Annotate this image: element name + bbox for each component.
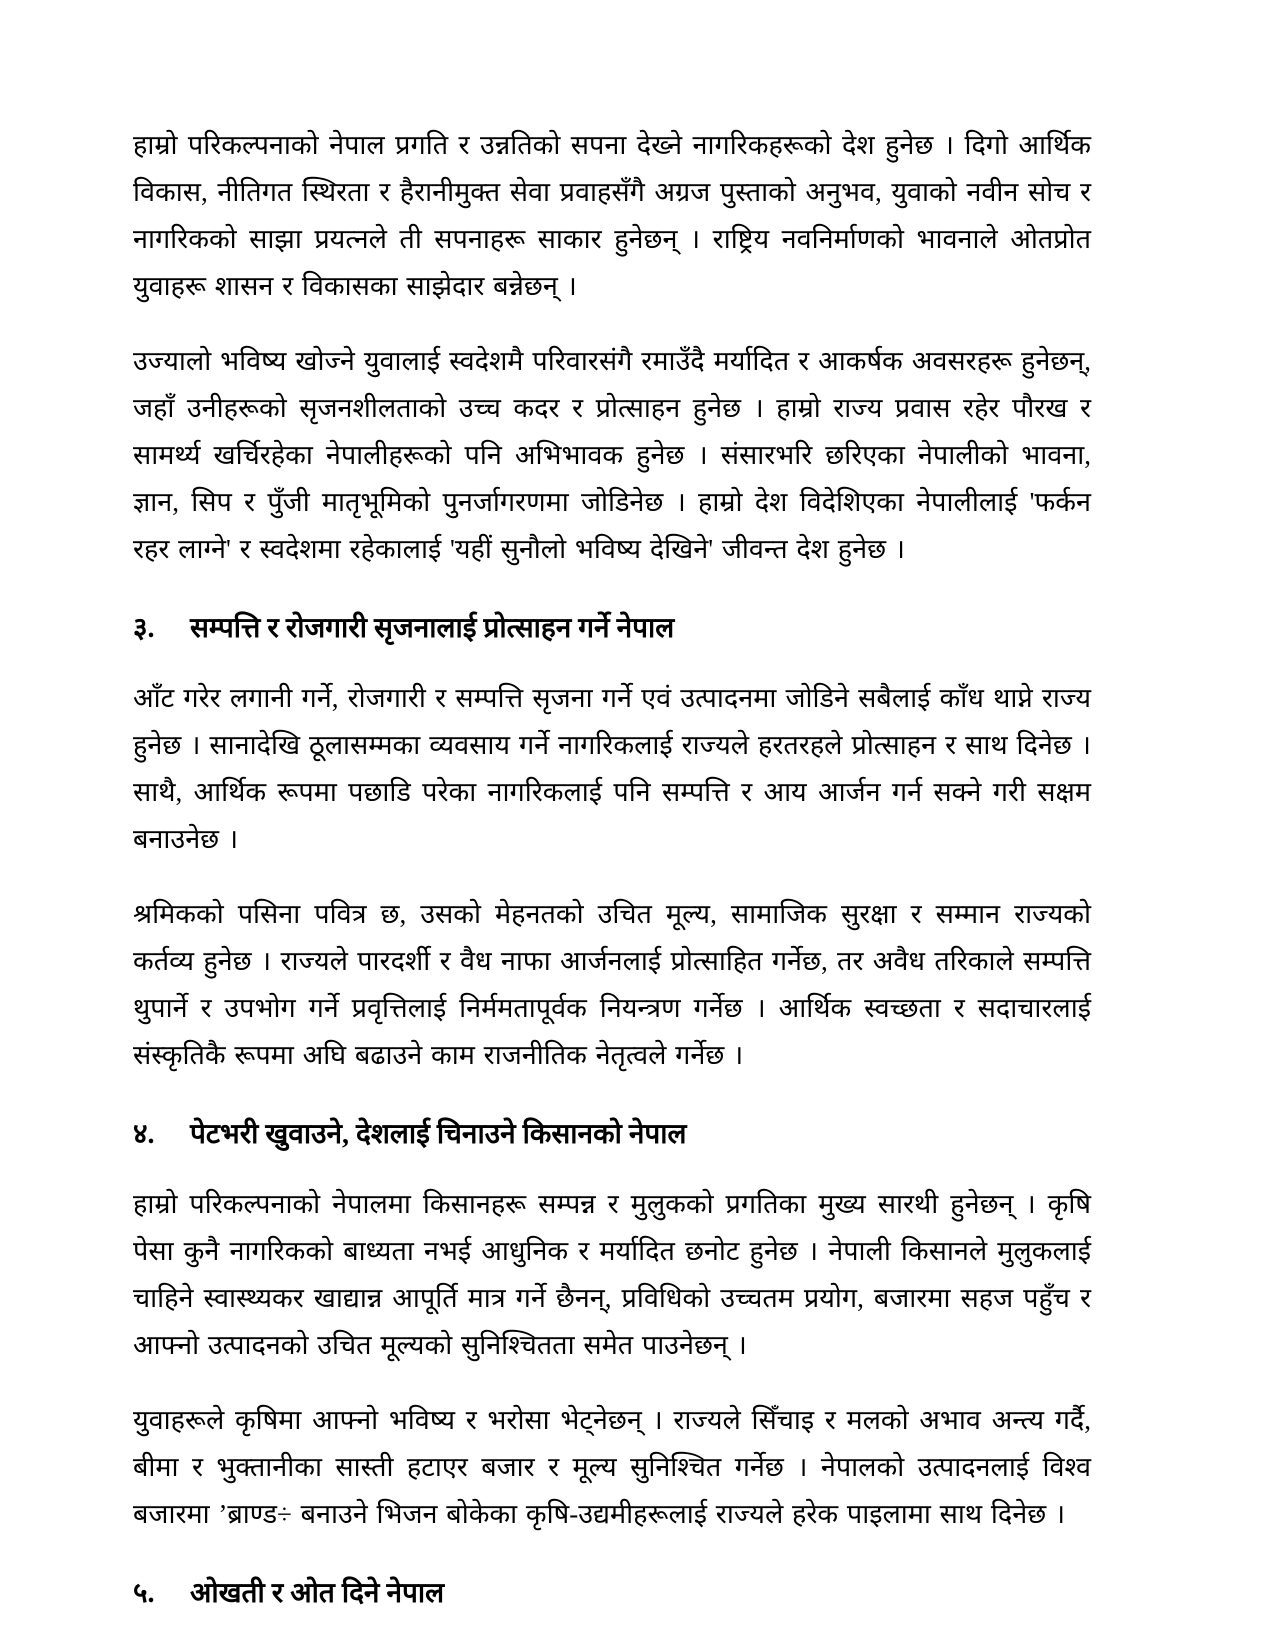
document-body [133,122,1091,1640]
paragraph-farmers-prosperity: हाम्रो परिकल्पनाको नेपालमा किसानहरू सम्पन्न र मुलुकको प्रगतिका मुख्य सारथी हुनेछन् । कृषि पेसा कुनै नागरिकको बाध्यता नभई आधुनिक र मर्यादित छनोट हुनेछ । नेपाली किसानले मुलुकलाई चाहिने स्वास्थ्यकर खाद्यान्न आपूर्ति मात्र गर्ने छैनन्, प्रविधिको उच्चतम प्रयोग, बजारमा सहज पहुँच र आफ्नो उत्पादनको उचित मूल्यको सुनिश्चितता समेत पाउनेछन् । [133,1189,1091,1360]
section-title: ओखती र ओत दिने नेपाल [190,1578,445,1609]
section-title: पेटभरी खुवाउने, देशलाई चिनाउने किसानको नेपाल [190,1119,687,1150]
section-number: ३. [133,613,155,644]
paragraph-vision-country: हाम्रो परिकल्पनाको नेपाल प्रगति र उन्नतिको सपना देख्ने नागरिकहरूको देश हुनेछ । दिगो आर्थिक विकास, नीतिगत स्थिरता र हैरानीमुक्त सेवा प्रवाहसँगै अग्रज पुस्ताको अनुभव, युवाको नवीन सोच र नागरिकको साझा प्रयत्नले ती सपनाहरू साकार हुनेछन् । राष्ट्रिय नवनिर्माणको भावनाले ओतप्रोत युवाहरू शासन र विकासका साझेदार बन्नेछन् । [133,130,1091,301]
paragraph-labor-dignity: श्रमिकको पसिना पवित्र छ, उसको मेहनतको उचित मूल्य, सामाजिक सुरक्षा र सम्मान राज्यको कर्तव्य हुनेछ । राज्यले पारदर्शी र वैध नाफा आर्जनलाई प्रोत्साहित गर्नेछ, तर अवैध तरिकाले सम्पत्ति थुपार्ने र उपभोग गर्ने प्रवृत्तिलाई निर्ममतापूर्वक नियन्त्रण गर्नेछ । आर्थिक स्वच्छता र सदाचारलाई संस्कृतिकै रूपमा अघि बढाउने काम राजनीतिक नेतृत्वले गर्नेछ । [133,899,1091,1070]
paragraph-agriculture-youth: युवाहरूले कृषिमा आफ्नो भविष्य र भरोसा भेट्नेछन् । राज्यले सिँचाइ र मलको अभाव अन्त्य गर्दै, बीमा र भुक्तानीका सास्ती हटाएर बजार र मूल्य सुनिश्चित गर्नेछ । नेपालको उत्पादनलाई विश्व बजारमा ’ब्राण्ड÷ बनाउने भिजन बोकेका कृषि-उद्यमीहरूलाई राज्यले हरेक पाइलामा साथ दिनेछ । [133,1405,1091,1529]
section-heading-4 [133,1115,1091,1155]
paragraph-bright-future-youth: उज्यालो भविष्य खोज्ने युवालाई स्वदेशमै परिवारसंगै रमाउँदै मर्यादित र आकर्षक अवसरहरू हुनेछन्, जहाँ उनीहरूको सृजनशीलताको उच्च कदर र प्रोत्साहन हुनेछ । हाम्रो राज्य प्रवास रहेर पौरख र सामर्थ्य खर्चिरहेका नेपालीहरूको पनि अभिभावक हुनेछ । संसारभरि छरिएका नेपालीको भावना, ज्ञान, सिप र पुँजी मातृभूमिको पुनर्जागरणमा जोडिनेछ । हाम्रो देश विदेशिएका नेपालीलाई 'फर्कन रहर लाग्ने' र स्वदेशमा रहेकालाई 'यहीं सुनौलो भविष्य देखिने' जीवन्त देश हुनेछ । [133,346,1091,564]
section-number: ४. [133,1119,155,1150]
section-heading-5 [133,1574,1091,1614]
paragraph-investment-support: आँट गरेर लगानी गर्ने, रोजगारी र सम्पत्ति सृजना गर्ने एवं उत्पादनमा जोडिने सबैलाई काँध थाप्ने राज्य हुनेछ । सानादेखि ठूलासम्मका व्यवसाय गर्ने नागरिकलाई राज्यले हरतरहले प्रोत्साहन र साथ दिनेछ । साथै, आर्थिक रूपमा पछाडि परेका नागरिकलाई पनि सम्पत्ति र आय आर्जन गर्न सक्ने गरी सक्षम बनाउनेछ । [133,683,1091,854]
section-title: सम्पत्ति र रोजगारी सृजनालाई प्रोत्साहन गर्ने नेपाल [190,613,675,644]
section-heading-3 [133,609,1091,649]
section-number: ५. [133,1578,155,1609]
